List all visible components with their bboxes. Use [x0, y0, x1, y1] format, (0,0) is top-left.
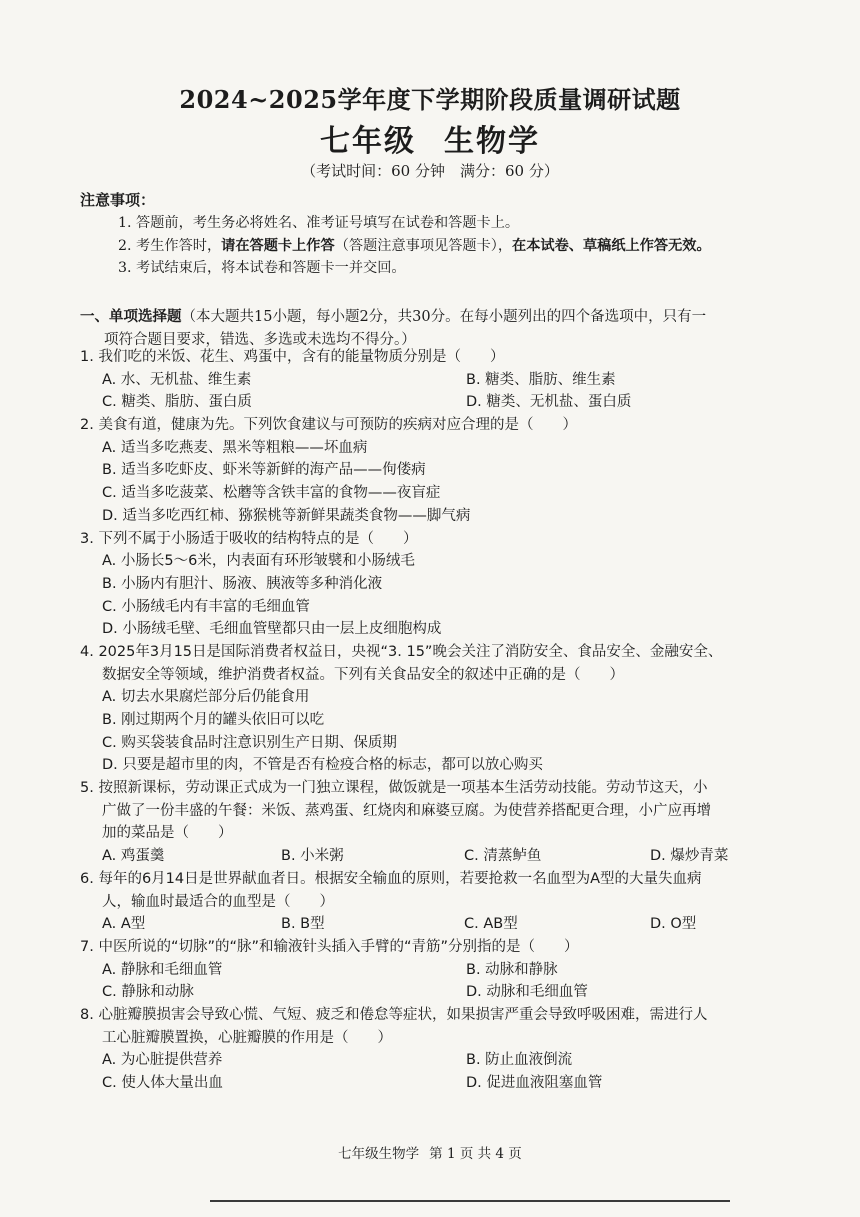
question-list	[80, 346, 840, 1095]
q3-option-c: C. 小肠绒毛内有丰富的毛细血管	[102, 598, 310, 615]
q5-stem-1: 5. 按照新课标，劳动课正式成为一门独立课程，做饭就是一项基本生活劳动技能。劳动节这天，小	[80, 780, 708, 797]
q3-option-b: B. 小肠内有胆汁、肠液、胰液等多种消化液	[102, 575, 383, 592]
footer-page-number: 第 1 页 共 4 页	[429, 1146, 522, 1162]
q4-option-b: B. 刚过期两个月的罐头依旧可以吃	[102, 712, 325, 728]
q7-options-row-1	[80, 959, 840, 982]
q2-option-d: D. 适当多吃西红柿、猕猴桃等新鲜果蔬类食物——脚气病	[102, 507, 471, 524]
subject-label: 生物学	[444, 124, 540, 159]
q4-option-d: D. 只要是超市里的肉，不管是否有检疫合格的标志，都可以放心购买	[102, 757, 543, 774]
section-header	[80, 305, 830, 352]
q5-option-a: A. 鸡蛋羹	[102, 848, 165, 865]
q5-stem-3: 加的菜品是（ ）	[102, 825, 233, 842]
q6-option-a: A. A型	[102, 916, 146, 933]
q8-stem-1: 8. 心脏瓣膜损害会导致心慌、气短、疲乏和倦怠等症状，如果损害严重会导致呼吸困难，需进行人	[80, 1006, 708, 1023]
q6-option-c: C. AB型	[464, 916, 518, 933]
notice-heading: 注意事项：	[80, 191, 156, 209]
q4-option-c: C. 购买袋装食品时注意识别生产日期、保质期	[102, 734, 397, 751]
q1-option-b: B. 糖类、脂肪、维生素	[466, 371, 616, 388]
q5-option-b: B. 小米粥	[281, 848, 344, 865]
q8-option-c: C. 使人体大量出血	[102, 1075, 223, 1091]
section-title: 一、单项选择题	[80, 308, 182, 325]
q5-option-d: D. 爆炒青菜	[650, 848, 729, 865]
q8-option-b: B. 防止血液倒流	[466, 1052, 573, 1069]
notice-item-1: 1. 答题前，考生务必将姓名、准考证号填写在试卷和答题卡上。	[118, 215, 520, 231]
footer-course: 七年级生物学	[338, 1146, 420, 1162]
notice-list	[118, 212, 711, 280]
q6-stem-1: 6. 每年的6月14日是世界献血者日。根据安全输血的原则，若要抢救一名血型为A型的大量失血病	[80, 870, 702, 887]
q2-option-a: A. 适当多吃燕麦、黑米等粗粮——坏血病	[102, 439, 368, 456]
q8-stem-2: 工心脏瓣膜置换，心脏瓣膜的作用是（ ）	[102, 1029, 392, 1046]
q7-option-c: C. 静脉和动脉	[102, 984, 194, 1001]
q3-option-a: A. 小肠长5～6米，内表面有环形皱襞和小肠绒毛	[102, 553, 415, 570]
notice-item-2-bold-d: 在本试卷、草稿纸上作答无效。	[512, 237, 711, 254]
q6-option-b: B. B型	[281, 916, 325, 933]
q1-option-a: A. 水、无机盐、维生素	[102, 371, 252, 388]
q7-stem: 7. 中医所说的“切脉”的“脉”和输液针头插入手臂的“青筋”分别指的是（ ）	[80, 938, 579, 955]
q5-option-c: C. 清蒸鲈鱼	[464, 848, 542, 865]
q1-stem: 1. 我们吃的米饭、花生、鸡蛋中，含有的能量物质分别是（ ）	[80, 349, 505, 365]
exam-info: （考试时间：60 分钟 满分：60 分）	[301, 162, 559, 180]
q4-stem-2: 数据安全等领域，维护消费者权益。下列有关食品安全的叙述中正确的是（ ）	[102, 666, 624, 683]
q2-option-b: B. 适当多吃虾皮、虾米等新鲜的海产品——佝偻病	[102, 462, 426, 479]
q6-option-d: D. O型	[650, 916, 697, 933]
notice-item-2	[118, 235, 711, 258]
q8-options-row-2	[80, 1072, 840, 1095]
q2-option-c: C. 适当多吃菠菜、松蘑等含铁丰富的食物——夜盲症	[102, 485, 441, 502]
q5-stem-2: 广做了一份丰盛的午餐：米饭、蒸鸡蛋、红烧肉和麻婆豆腐。为使营养搭配更合理，小广应再增	[102, 802, 711, 819]
page-footer	[0, 1142, 860, 1162]
q8-option-a: A. 为心脏提供营养	[102, 1052, 223, 1069]
exam-subtitle	[0, 116, 860, 160]
q7-option-d: D. 动脉和毛细血管	[466, 984, 588, 1001]
q1-option-d: D. 糖类、无机盐、蛋白质	[466, 394, 632, 411]
q3-option-d: D. 小肠绒毛壁、毛细血管壁都只由一层上皮细胞构成	[102, 621, 442, 638]
section-desc-2: 项符合题目要求，错选、多选或未选均不得分。）	[104, 332, 416, 348]
bottom-rule	[210, 1200, 730, 1202]
q8-options-row-1	[80, 1049, 840, 1072]
q5-options-row	[80, 845, 840, 868]
q6-options-row	[80, 913, 840, 936]
q7-option-b: B. 动脉和静脉	[466, 961, 558, 978]
q6-stem-2: 人，输血时最适合的血型是（ ）	[102, 893, 334, 910]
q7-option-a: A. 静脉和毛细血管	[102, 961, 223, 978]
q7-options-row-2	[80, 981, 840, 1004]
q4-stem-1: 4. 2025年3月15日是国际消费者权益日，央视“3. 15”晚会关注了消防安全、食品安全、金融安全、	[80, 643, 723, 660]
notice-item-3: 3. 考试结束后，将本试卷和答题卡一并交回。	[118, 260, 406, 276]
q1-options-row-2	[80, 391, 840, 414]
q1-option-c: C. 糖类、脂肪、蛋白质	[102, 394, 252, 411]
q2-stem: 2. 美食有道，健康为先。下列饮食建议与可预防的疾病对应合理的是（ ）	[80, 417, 577, 434]
q1-options-row-1	[80, 369, 840, 392]
notice-item-2-part-c: （答题注意事项见答题卡），	[334, 237, 513, 254]
exam-title: 2024~2025学年度下学期阶段质量调研试题	[179, 85, 681, 114]
q8-option-d: D. 促进血液阻塞血管	[466, 1075, 603, 1091]
q4-option-a: A. 切去水果腐烂部分后仍能食用	[102, 689, 310, 706]
section-desc-1: （本大题共15小题，每小题2分，共30分。在每小题列出的四个备选项中，只有一	[181, 309, 707, 325]
q3-stem: 3. 下列不属于小肠适于吸收的结构特点的是（ ）	[80, 530, 418, 547]
notice-item-2-part-a: 2. 考生作答时，	[118, 237, 222, 254]
grade-label: 七年级	[320, 124, 416, 159]
notice-item-2-bold-a: 请在答题卡上作答	[221, 237, 335, 254]
